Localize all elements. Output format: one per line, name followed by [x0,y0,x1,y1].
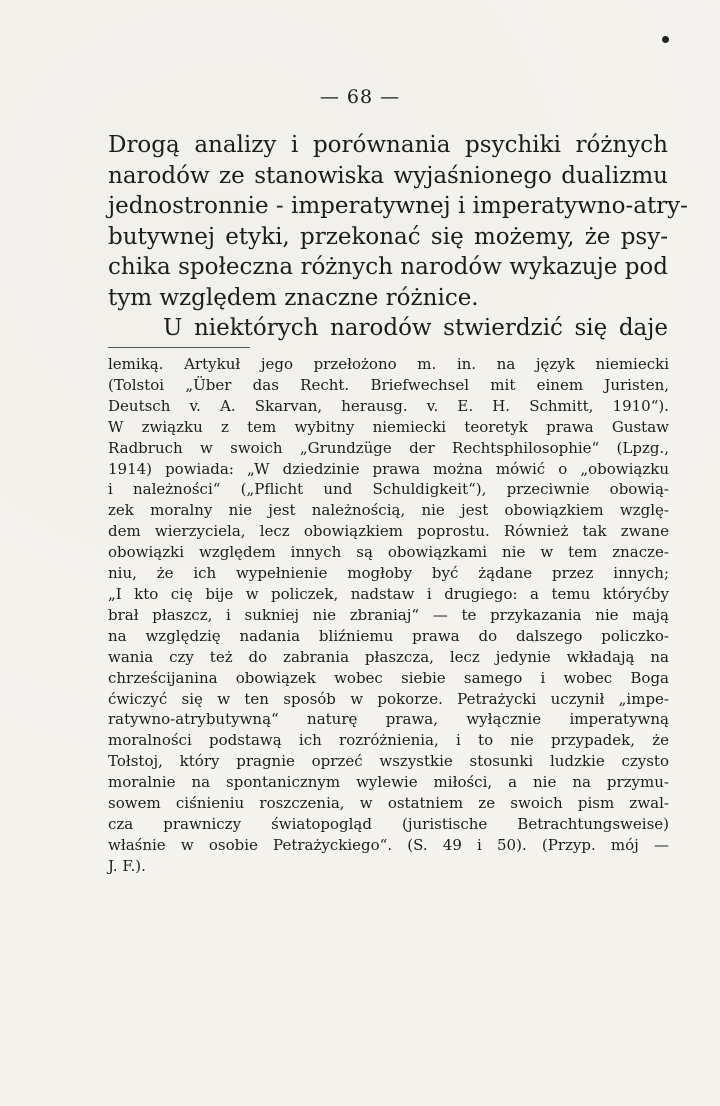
footnote-line: Deutsch v. A. Skarvan, herausg. v. E. H. Schmitt, 1910“). [108,396,669,415]
footnote-line: Tołstoj, który pragnie oprzeć wszystkie stosunki ludzkie czysto [108,752,669,771]
footnote-line: obowiązki względem innych są obowiązkami nie w tem znacze- [108,543,669,562]
body-line: U niektórych narodów stwierdzić się daje [163,315,668,341]
footnote-line: wania czy też do zabrania płaszcza, lecz jedynie wkładają na [108,647,669,666]
page-number: — 68 — [319,86,401,108]
footnote-line: (Tolstoi „Über das Recht. Briefwechsel mit einem Juristen, [108,375,669,394]
footnote-line: moralnie na spontanicznym wylewie miłości, a nie na przymu- [108,773,669,792]
footnote-line: dem wierzyciela, lecz obowiązkiem poprostu. Również tak zwane [108,522,669,541]
body-line: narodów ze stanowiska wyjaśnionego dualizmu [108,162,668,189]
footnote-line: ratywno-atrybutywną“ naturę prawa, wyłącznie imperatywną [108,710,669,729]
footnote-separator [108,347,250,348]
footnote-line: moralności podstawą ich rozróżnienia, i to nie przypadek, że [108,731,669,750]
footnote-line: brał płaszcz, i sukniej nie zbraniaj“ — te przykazania nie mają [108,605,669,624]
footnote-line: J. F.). [108,856,146,875]
footnote-line: W związku z tem wybitny niemiecki teoretyk prawa Gustaw [108,417,669,436]
footnote-line: sowem ciśnieniu roszczenia, w ostatniem ze swoich pism zwal- [108,794,669,813]
footnote-line: 1914) powiada: „W dziedzinie prawa można mówić o „obowiązku [108,459,669,478]
footnote-line: i należności“ („Pflicht und Schuldigkeit“), przeciwnie obowią- [108,480,669,499]
footnote-line: cza prawniczy światopogląd (juristische Betrachtungsweise) [108,814,669,833]
body-line: butywnej etyki, przekonać się możemy, że psy- [108,223,668,250]
footnote-line: lemiką. Artykuł jego przełożono m. in. na język niemiecki [108,355,669,373]
footnote-line: niu, że ich wypełnienie mogłoby być żądane przez innych; [108,564,669,583]
ink-speck [662,36,669,43]
footnote-line: właśnie w osobie Petrażyckiego“. (S. 49 i 50). (Przyp. mój — [108,835,669,854]
body-line: Drogą analizy i porównania psychiki różnych [108,132,668,158]
footnote-line: chrześcijanina obowiązek wobec siebie samego i wobec Boga [108,668,669,687]
footnote-line: „I kto cię bije w policzek, nadstaw i drugiego: a temu któryćby [108,584,669,603]
footnote [108,354,669,877]
body-line: tym względem znaczne różnice. [108,284,479,311]
body-line: chika społeczna różnych narodów wykazuje pod [108,254,668,280]
footnote-line: ćwiczyć się w ten sposób w pokorze. Petrażycki uczynił „impe- [108,689,669,708]
footnote-line: Radbruch w swoich „Grundzüge der Rechtsphilosophie“ (Lpzg., [108,438,669,457]
body-line: jednostronnie - imperatywnej i imperatywno-atry- [108,193,688,219]
footnote-line: zek moralny nie jest należnością, nie jest obowiązkiem wzglę- [108,501,669,520]
main-paragraph [108,130,688,344]
footnote-line: na względzię nadania bliźniemu prawa do dalszego policzko- [108,626,669,645]
